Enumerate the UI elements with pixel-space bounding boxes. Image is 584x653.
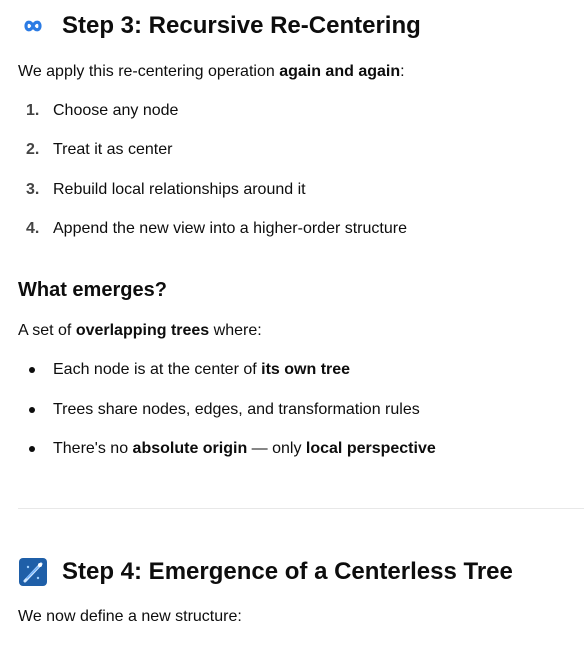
step4-title: Step 4: Emergence of a Centerless Tree — [62, 558, 513, 585]
emerges-intro: A set of overlapping trees where: — [18, 322, 262, 339]
what-emerges-heading: What emerges? — [18, 279, 167, 301]
step3-title: Step 3: Recursive Re-Centering — [62, 12, 421, 39]
bullet-dot — [29, 407, 35, 413]
step3-heading — [18, 10, 421, 42]
sparkle-emoji-icon — [18, 558, 48, 586]
step3-intro: We apply this re-centering operation again and again: — [18, 63, 405, 80]
section-divider — [18, 508, 584, 509]
infinity-icon — [18, 12, 48, 40]
bullet-dot — [29, 367, 35, 373]
step4-intro: We now define a new structure: — [18, 608, 242, 625]
step4-heading — [18, 556, 513, 588]
bullet-dot — [29, 446, 35, 452]
